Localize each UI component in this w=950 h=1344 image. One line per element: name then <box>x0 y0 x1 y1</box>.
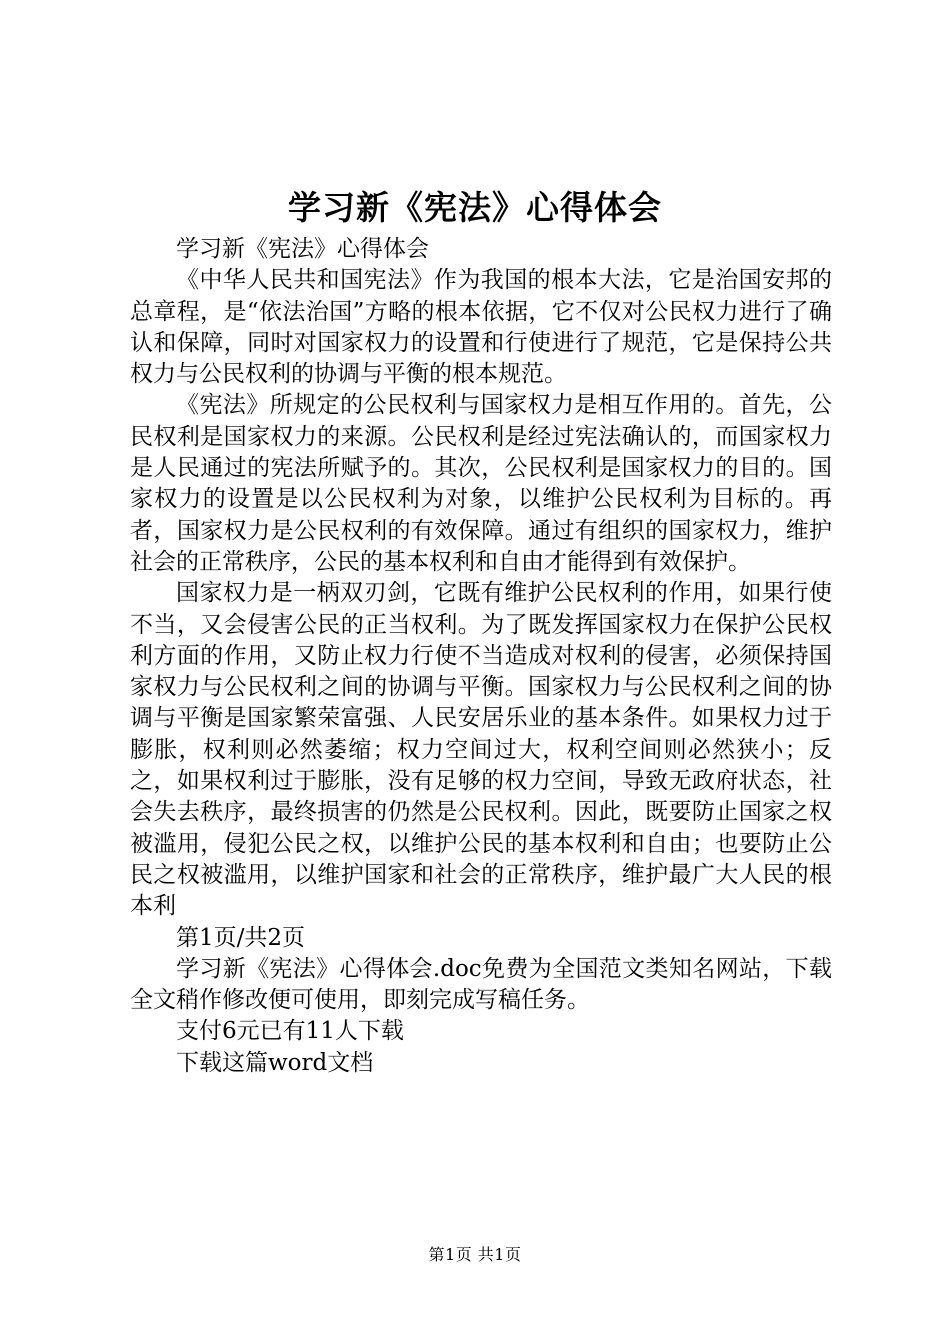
page-footer: 第1页 共1页 <box>428 1245 522 1264</box>
paragraph-3: 国家权力是一柄双刃剑，它既有维护公民权利的作用，如果行使不当，又会侵害公民的正当权利。为了既发挥国家权力在保护公民权利方面的作用，又防止权力行使不当造成对权利的侵害，必须保持国家权力与公民权利之间的协调与平衡。国家权力与公民权利之间的协调与平衡是国家繁荣富强、人民安居乐业的基本条件。如果权力过于膨胀，权利则必然萎缩；权力空间过大，权利空间则必然狭小；反之，如果权利过于膨胀，没有足够的权力空间，导致无政府状态，社会失去秩序，最终损害的仍然是公民权利。因此，既要防止国家之权被滥用，侵犯公民之权，以维护公民的基本权利和自由；也要防止公民之权被滥用，以维护国家和社会的正常秩序，维护最广大人民的根本利 <box>130 580 832 920</box>
document-title: 学习新《宪法》心得体会 <box>288 188 662 227</box>
download-notice: 学习新《宪法》心得体会.doc免费为全国范文类知名网站，下载全文稍作修改便可使用，即刻完成写稿任务。 <box>130 955 832 1014</box>
subtitle-line: 学习新《宪法》心得体会 <box>176 236 429 262</box>
paragraph-1: 《中华人民共和国宪法》作为我国的根本大法，它是治国安邦的总章程，是“依法治国”方略的根本依据，它不仅对公民权力进行了确认和保障，同时对国家权力的设置和行使进行了规范，它是保持公共权力与公民权利的协调与平衡的根本规范。 <box>130 267 832 388</box>
download-word-link[interactable]: 下载这篇word文档 <box>176 1049 374 1076</box>
page-info-line: 第1页/共2页 <box>176 924 306 951</box>
payment-info: 支付6元已有11人下载 <box>176 1018 404 1045</box>
paragraph-2: 《宪法》所规定的公民权利与国家权力是相互作用的。首先，公民权利是国家权力的来源。公民权利是经过宪法确认的，而国家权力是人民通过的宪法所赋予的。其次，公民权利是国家权力的目的。国家权力的设置是以公民权利为对象，以维护公民权利为目标的。再者，国家权力是公民权利的有效保障。通过有组织的国家权力，维护社会的正常秩序，公民的基本权利和自由才能得到有效保护。 <box>130 392 832 575</box>
document-body <box>130 234 832 1079</box>
